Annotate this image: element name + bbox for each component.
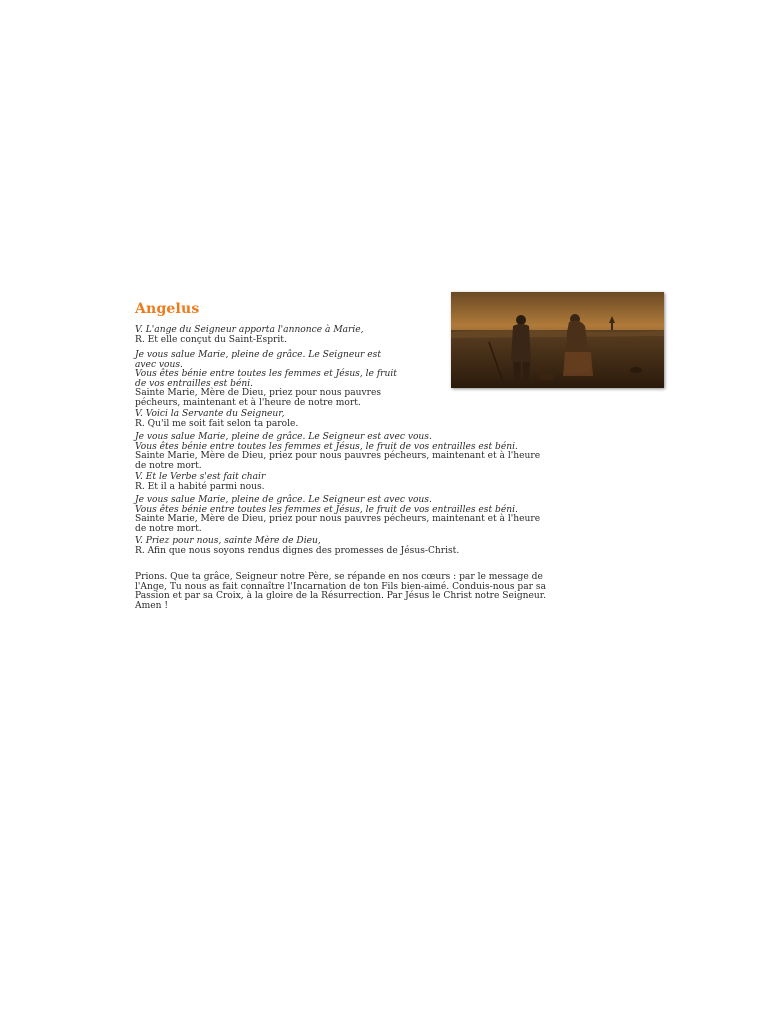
text-line: Vous êtes bénie entre toutes les femmes et Jésus, le fruit xyxy=(135,369,397,380)
prayer-section xyxy=(135,537,459,556)
text-line: Prions. Que ta grâce, Seigneur notre Père, se répande en nos cœurs : par le message de xyxy=(135,572,543,582)
text-line: R. Et elle conçut du Saint-Esprit. xyxy=(135,334,287,345)
prayer-section xyxy=(135,573,546,611)
prayer-section xyxy=(135,433,540,471)
text-line: Je vous salue Marie, pleine de grâce. Le Seigneur est avec vous. xyxy=(135,495,432,505)
text-line: Sainte Marie, Mère de Dieu, priez pour nous pauvres pécheurs, maintenant et à l'heure xyxy=(135,514,541,525)
text-line: Amen ! xyxy=(135,600,168,611)
text-line: Sainte Marie, Mère de Dieu, priez pour nous pauvres pécheurs, maintenant et à l'heure xyxy=(135,451,541,462)
text-line: de vos entrailles est béni. xyxy=(135,378,254,389)
text-line: Vous êtes bénie entre toutes les femmes et Jésus, le fruit de vos entrailles est béni. xyxy=(135,504,518,515)
text-line: de notre mort. xyxy=(135,523,202,534)
text-line: V. Priez pour nous, sainte Mère de Dieu, xyxy=(135,536,321,546)
text-line: R. Qu'il me soit fait selon ta parole. xyxy=(135,418,299,429)
angelus-painting-icon xyxy=(451,292,664,388)
text-line: V. Et le Verbe s'est fait chair xyxy=(135,472,266,482)
text-line: l'Ange, Tu nous as fait connaître l'Incarnation de ton Fils bien-aimé. Conduis-nous par sa xyxy=(135,581,547,592)
prayer-section xyxy=(135,410,298,429)
page-title: Angelus xyxy=(135,301,200,317)
text-line: pécheurs, maintenant et à l'heure de notre mort. xyxy=(135,397,361,408)
text-line: avec vous. xyxy=(135,359,183,370)
text-line: V. L'ange du Seigneur apporta l'annonce à Marie, xyxy=(135,325,364,335)
text-line: Je vous salue Marie, pleine de grâce. Le Seigneur est avec vous. xyxy=(135,432,432,442)
text-line: de notre mort. xyxy=(135,460,202,471)
text-line: Passion et par sa Croix, à la gloire de la Résurrection. Par Jésus le Christ notre Seigneur. xyxy=(135,591,546,602)
text-line: R. Et il a habité parmi nous. xyxy=(135,481,265,492)
prayer-section xyxy=(135,473,265,492)
prayer-section xyxy=(135,326,364,345)
text-line: Sainte Marie, Mère de Dieu, priez pour nous pauvres xyxy=(135,388,382,399)
text-line: V. Voici la Servante du Seigneur, xyxy=(135,409,285,419)
text-line: Vous êtes bénie entre toutes les femmes et Jésus, le fruit de vos entrailles est béni. xyxy=(135,441,518,452)
text-line: Je vous salue Marie, pleine de grâce. Le Seigneur est xyxy=(135,350,381,360)
prayer-section xyxy=(135,351,397,409)
prayer-section xyxy=(135,496,540,534)
text-line: R. Afin que nous soyons rendus dignes des promesses de Jésus-Christ. xyxy=(135,545,460,556)
